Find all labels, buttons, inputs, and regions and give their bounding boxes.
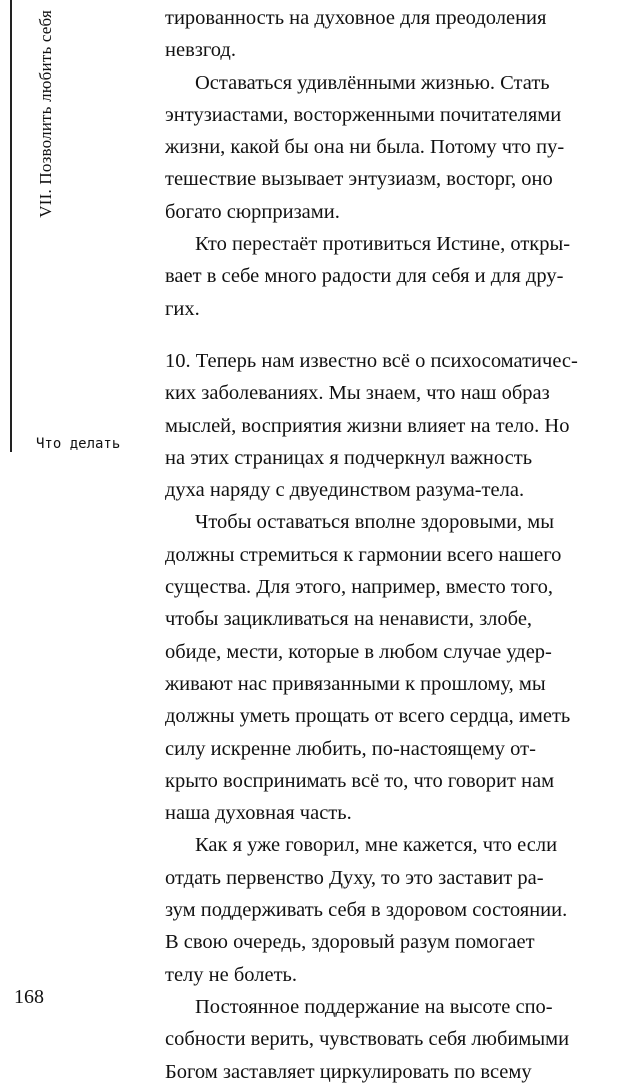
text-line: силу искренне любить, по-настоящему от-: [165, 737, 536, 760]
text-line: Чтобы оставаться вполне здоровыми, мы: [195, 511, 555, 534]
text-line: Как я уже говорил, мне кажется, что если: [195, 834, 558, 857]
text-line: невзгод.: [165, 39, 236, 62]
text-line: вает в себе много радости для себя и для дру-: [165, 265, 564, 288]
body-text: [165, 2, 615, 1088]
text-line: богато сюрпризами.: [165, 200, 340, 223]
text-line: отдать первенство Духу, то это заставит ра-: [165, 866, 544, 889]
text-line: Постоянное поддержание на высоте спо-: [195, 995, 553, 1018]
paragraph: [165, 829, 615, 990]
text-line: существа. Для этого, например, вместо того,: [165, 576, 554, 599]
text-line: должны уметь прощать от всего сердца, иметь: [165, 705, 571, 728]
paragraph: [165, 991, 615, 1088]
text-line: на этих страницах я подчеркнул важность: [165, 446, 533, 469]
text-line: Кто перестаёт противиться Истине, откры-: [195, 233, 571, 256]
text-line: чтобы зацикливаться на ненависти, злобе,: [165, 608, 533, 631]
text-line: 10. Теперь нам известно всё о психосоматичес-: [165, 349, 578, 372]
section-gap: [165, 325, 615, 345]
text-line: зум поддерживать себя в здоровом состоянии.: [165, 899, 568, 922]
paragraph: [165, 228, 615, 325]
margin-note: Что делать: [36, 436, 121, 452]
text-line: телу не болеть.: [165, 963, 298, 986]
text-line: тированность на духовное для преодоления: [165, 7, 547, 29]
page-number: 168: [14, 986, 44, 1008]
text-line: жизни, какой бы она ни была. Потому что пу-: [165, 136, 565, 159]
text-line: Оставаться удивлёнными жизнью. Стать: [195, 71, 550, 94]
chapter-running-title: VII. Позволить любить себя: [36, 10, 55, 218]
text-line: гих.: [165, 297, 200, 320]
paragraph: [165, 506, 615, 829]
text-line: тешествие вызывает энтузиазм, восторг, оно: [165, 168, 553, 191]
paragraph: [165, 67, 615, 228]
margin-rule: [10, 0, 12, 452]
text-line: В свою очередь, здоровый разум помогает: [165, 931, 535, 954]
paragraph-continuation: [165, 2, 615, 67]
text-line: собности верить, чувствовать себя любимыми: [165, 1028, 570, 1051]
text-line: мыслей, восприятия жизни влияет на тело. Но: [165, 414, 570, 437]
text-line: духа наряду с двуединством разума-тела.: [165, 479, 525, 502]
text-line: должны стремиться к гармонии всего нашего: [165, 543, 562, 566]
text-line: обиде, мести, которые в любом случае удер-: [165, 640, 552, 663]
text-line: наша духовная часть.: [165, 802, 352, 825]
numbered-paragraph: [165, 345, 615, 506]
text-line: Богом заставляет циркулировать по всему: [165, 1060, 532, 1083]
text-line: энтузиастами, восторженными почитателями: [165, 103, 562, 126]
text-line: живают нас привязанными к прошлому, мы: [165, 672, 546, 695]
text-line: ких заболеваниях. Мы знаем, что наш образ: [165, 382, 550, 405]
text-line: крыто воспринимать всё то, что говорит нам: [165, 769, 555, 792]
